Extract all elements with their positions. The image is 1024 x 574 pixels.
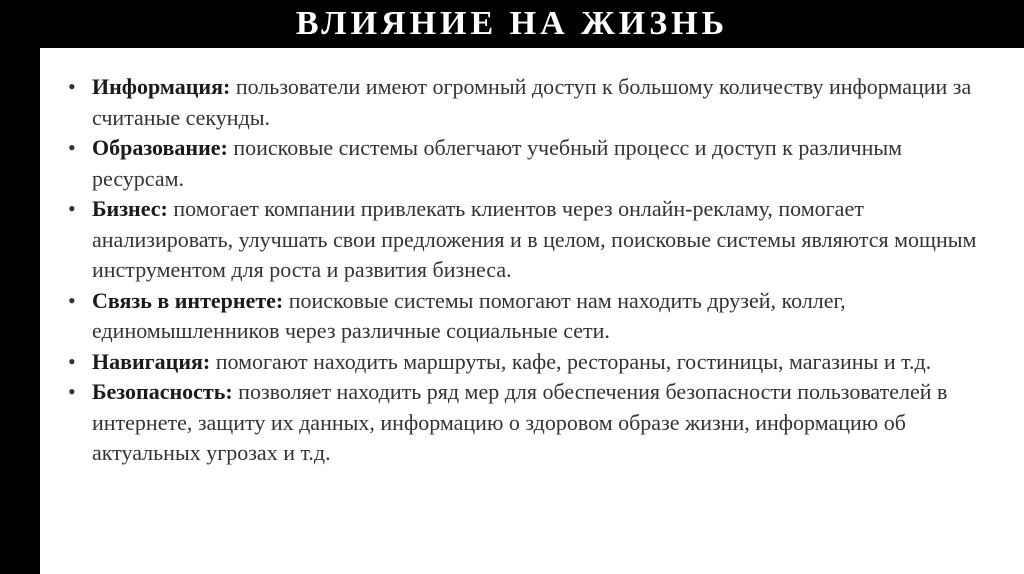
bullet-icon: •: [68, 74, 76, 99]
list-item-information: [62, 72, 992, 133]
bullet-term: Информация:: [92, 74, 231, 99]
bullet-text: помогает компании привлекать клиентов через онлайн-рекламу, помогает анализировать, улучшать свои предложения и в целом, поисковые системы являются мощным инструментом для роста и развития бизнеса.: [92, 196, 977, 282]
list-item-business: [62, 194, 992, 286]
bullet-text: поисковые системы облегчают учебный процесс и доступ к различным ресурсам.: [92, 135, 903, 191]
bullet-list: [62, 72, 992, 469]
slide-title: ВЛИЯНИЕ НА ЖИЗНЬ: [295, 5, 729, 42]
bullet-term: Навигация:: [92, 348, 211, 374]
content-panel: [40, 48, 1024, 574]
bullet-icon: •: [68, 348, 76, 374]
bullet-text: помогают находить маршруты, кафе, рестораны, гостиницы, магазины и т.д.: [210, 348, 932, 374]
list-item-internet-communication: [62, 286, 992, 347]
list-item-education: [62, 133, 992, 194]
bullet-term: Безопасность:: [92, 379, 233, 404]
bullet-icon: •: [68, 196, 76, 221]
title-bar: [0, 0, 1024, 48]
list-item-security: [62, 377, 992, 469]
bullet-icon: •: [68, 379, 76, 404]
bullet-text: позволяет находить ряд мер для обеспечения безопасности пользователей в интернете, защиту их данных, информацию о здоровом образе жизни, информацию об актуальных угрозах и т.д.: [92, 379, 948, 465]
bullet-icon: •: [68, 135, 76, 160]
bullet-term: Бизнес:: [92, 196, 168, 221]
bullet-text: поисковые системы помогают нам находить друзей, коллег, единомышленников через различные социальные сети.: [92, 287, 846, 343]
bullet-text: пользователи имеют огромный доступ к большому количеству информации за считаные секунды.: [92, 74, 972, 130]
bullet-term: Образование:: [92, 135, 228, 160]
bullet-icon: •: [68, 287, 76, 313]
bullet-term: Связь в интернете:: [92, 287, 284, 313]
list-item-navigation: [62, 347, 992, 378]
